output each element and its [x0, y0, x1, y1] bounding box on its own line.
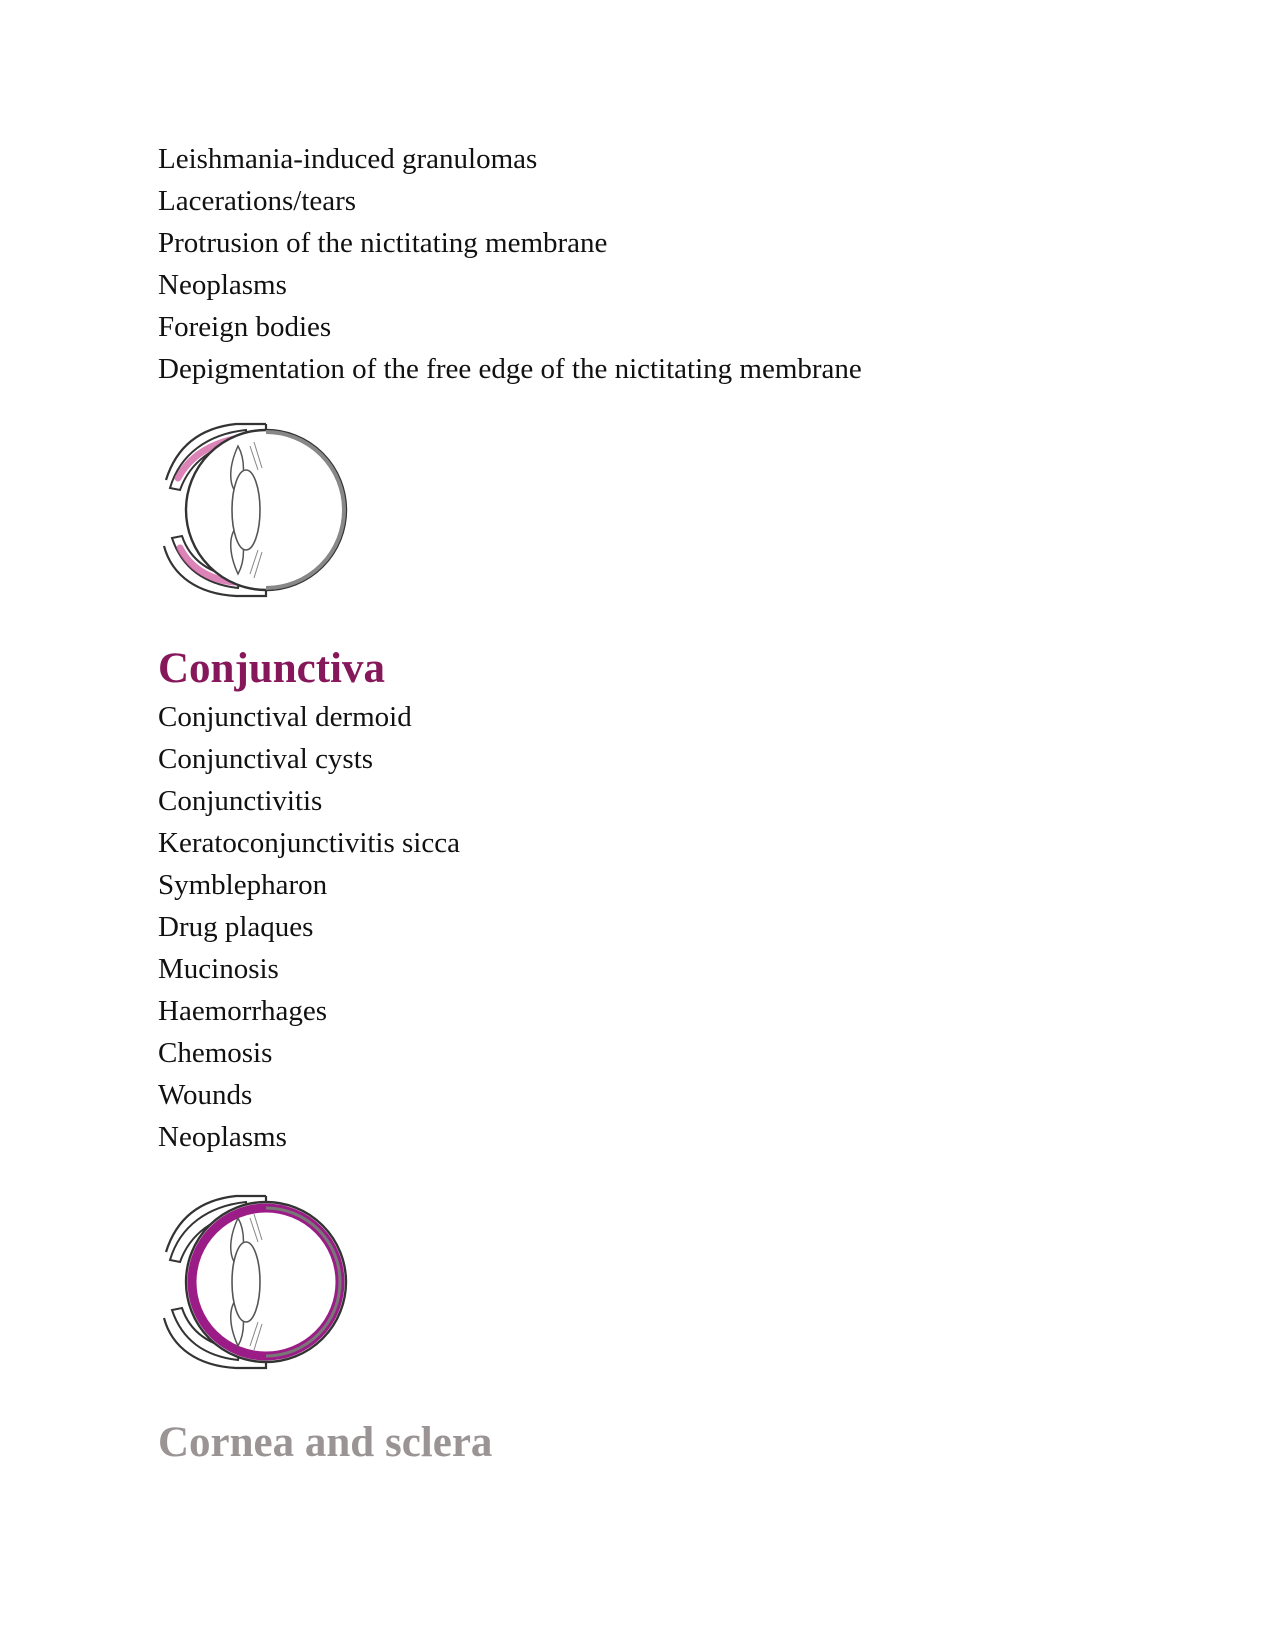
- list-item: Wounds: [158, 1079, 253, 1111]
- eye-cross-section-icon: [158, 418, 348, 603]
- list-item: Protrusion of the nictitating membrane: [158, 227, 608, 259]
- list-item: Chemosis: [158, 1037, 273, 1069]
- section-heading-conjunctiva: Conjunctiva: [158, 645, 385, 692]
- list-item: Leishmania-induced granulomas: [158, 143, 538, 175]
- list-item: Neoplasms: [158, 1121, 287, 1153]
- list-item: Conjunctival cysts: [158, 743, 374, 775]
- list-item: Symblepharon: [158, 869, 328, 901]
- list-item: Haemorrhages: [158, 995, 328, 1027]
- list-item: Depigmentation of the free edge of the nictitating membrane: [158, 353, 862, 385]
- list-item: Mucinosis: [158, 953, 279, 985]
- list-item: Foreign bodies: [158, 311, 332, 343]
- list-item: Conjunctival dermoid: [158, 701, 412, 733]
- list-item: Drug plaques: [158, 911, 314, 943]
- list-item: Lacerations/tears: [158, 185, 357, 217]
- list-item: Conjunctivitis: [158, 785, 323, 817]
- condition-list-nictitating-membrane: [158, 138, 862, 390]
- list-item: Neoplasms: [158, 269, 287, 301]
- list-item: Keratoconjunctivitis sicca: [158, 827, 460, 859]
- section-heading-cornea-sclera: Cornea and sclera: [158, 1419, 493, 1466]
- eye-cross-section-icon: [158, 1190, 348, 1375]
- condition-list-conjunctiva: [158, 696, 460, 1158]
